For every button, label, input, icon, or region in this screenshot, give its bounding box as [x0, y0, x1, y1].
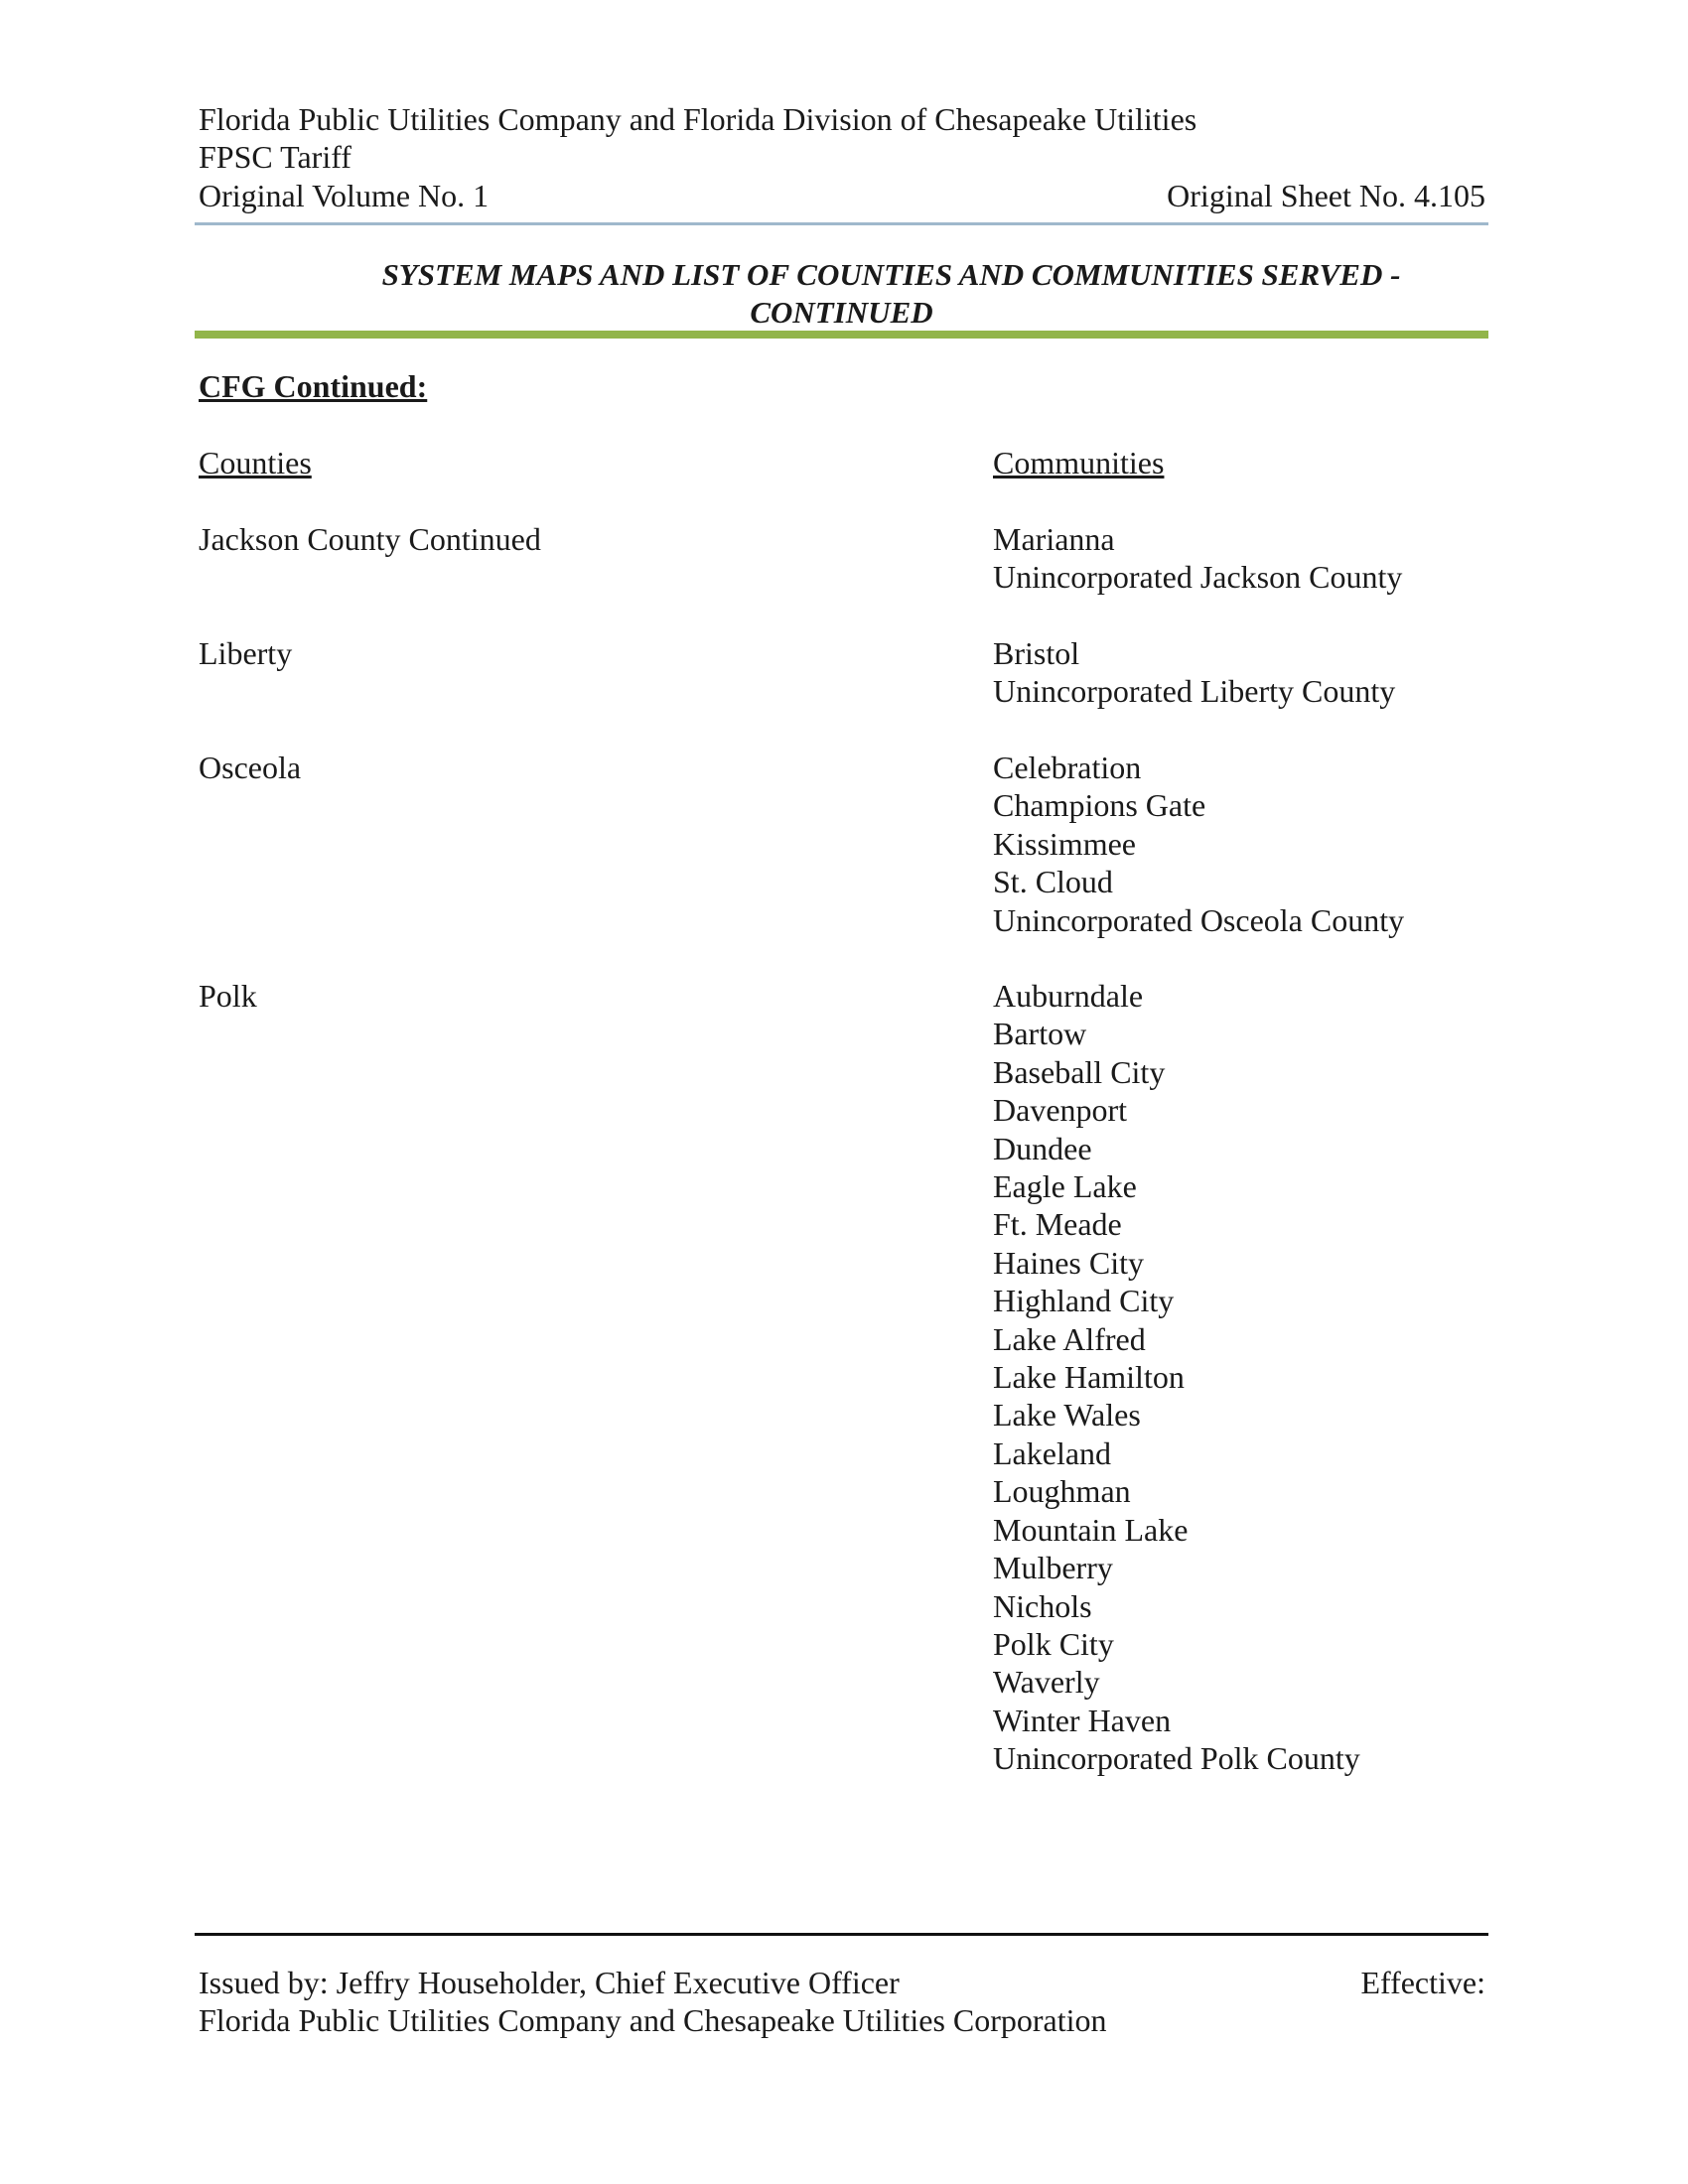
- county-name: Liberty: [199, 635, 293, 671]
- community-item: Bartow: [993, 1016, 1087, 1052]
- page-title-line-1: SYSTEM MAPS AND LIST OF COUNTIES AND COMMUNITIES SERVED -: [381, 257, 1401, 292]
- community-item: Mulberry: [993, 1550, 1113, 1586]
- footer-effective: Effective:: [1360, 1965, 1485, 2000]
- community-item: Mountain Lake: [993, 1511, 1189, 1548]
- community-item: Polk City: [993, 1625, 1114, 1662]
- community-item: Lakeland: [993, 1434, 1112, 1471]
- community-item: Highland City: [993, 1283, 1175, 1319]
- community-item: Winter Haven: [993, 1702, 1172, 1738]
- community-item: Lake Wales: [993, 1397, 1141, 1433]
- community-item: Dundee: [993, 1130, 1092, 1166]
- page-title-line-2: CONTINUED: [750, 295, 933, 330]
- header-volume: Original Volume No. 1: [199, 178, 490, 213]
- community-item: Waverly: [993, 1664, 1100, 1701]
- county-name: Osceola: [199, 750, 302, 785]
- community-item: Marianna: [993, 521, 1115, 557]
- community-item: Unincorporated Osceola County: [993, 901, 1405, 938]
- community-item: St. Cloud: [993, 864, 1113, 900]
- community-item: Loughman: [993, 1473, 1131, 1510]
- community-item: Celebration: [993, 750, 1142, 785]
- community-item: Unincorporated Jackson County: [993, 559, 1403, 596]
- community-item: Champions Gate: [993, 787, 1206, 824]
- community-item: Unincorporated Liberty County: [993, 673, 1396, 710]
- community-item: Lake Alfred: [993, 1320, 1146, 1357]
- community-item: Baseball City: [993, 1053, 1166, 1090]
- community-list: [993, 749, 1404, 939]
- page-title: [195, 256, 1488, 332]
- community-item: Davenport: [993, 1092, 1128, 1129]
- communities-column-header: Communities: [993, 445, 1165, 480]
- footer-issued-by: Issued by: Jeffry Householder, Chief Executive Officer: [199, 1965, 900, 2000]
- community-item: Bristol: [993, 635, 1080, 671]
- county-name: Polk: [199, 978, 257, 1014]
- header-company: Florida Public Utilities Company and Florida Division of Chesapeake Utilities: [199, 101, 1197, 137]
- community-item: Ft. Meade: [993, 1206, 1122, 1243]
- community-item: Haines City: [993, 1244, 1144, 1281]
- community-item: Auburndale: [993, 978, 1144, 1014]
- header-sheet-number: Original Sheet No. 4.105: [1167, 178, 1485, 213]
- community-item: Lake Hamilton: [993, 1359, 1185, 1396]
- counties-column-header: Counties: [199, 445, 312, 480]
- community-list: [993, 634, 1395, 711]
- community-item: Unincorporated Polk County: [993, 1740, 1360, 1777]
- county-name: Jackson County Continued: [199, 521, 541, 557]
- footer-company: Florida Public Utilities Company and Chesapeake Utilities Corporation: [199, 2002, 1107, 2038]
- community-item: Kissimmee: [993, 825, 1136, 862]
- section-heading: CFG Continued:: [199, 368, 428, 404]
- community-list: [993, 977, 1360, 1778]
- community-list: [993, 520, 1402, 597]
- title-divider: [195, 331, 1488, 339]
- community-item: Nichols: [993, 1587, 1092, 1624]
- community-item: Eagle Lake: [993, 1168, 1137, 1205]
- header-divider: [195, 222, 1488, 225]
- footer-divider: [195, 1933, 1488, 1936]
- header-tariff: FPSC Tariff: [199, 139, 352, 175]
